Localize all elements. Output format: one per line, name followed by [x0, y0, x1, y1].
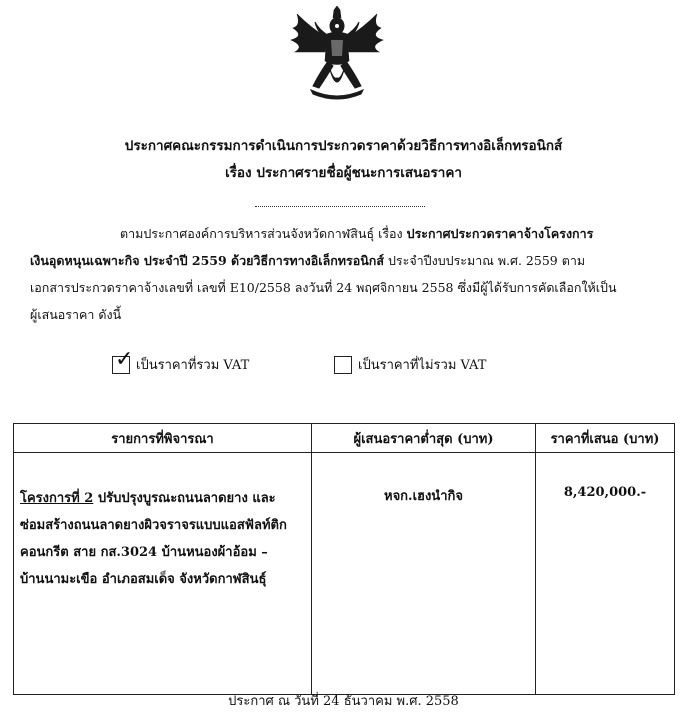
vat-included-label: เป็นราคาที่รวม VAT — [136, 358, 250, 373]
body-line-1-prefix: ตามประกาศองค์การบริหารส่วนจังหวัดกาฬสินธุ์ เรื่อง — [120, 226, 407, 241]
body-line-3: เอกสารประกวดราคาจ้างเลขที่ เลขที่ E10/2558 ลงวันที่ 24 พฤศจิกายน 2558 ซึ่งมีผู้ได้รับการคัดเลือกให้เป็น — [30, 280, 617, 295]
project-line-1-text: ปรับปรุงบูรณะถนนลาดยาง และ — [93, 491, 276, 506]
winner-table — [13, 423, 675, 695]
table-header-row — [14, 424, 675, 453]
price-cell: 8,420,000.- — [536, 453, 675, 695]
garuda-emblem-icon — [283, 6, 391, 106]
body-line-4: ผู้เสนอราคา ดังนี้ — [30, 307, 122, 322]
announcement-title-line1: ประกาศคณะกรรมการดำเนินการประกวดราคาด้วยวิธีการทางอิเล็กทรอนิกส์ — [124, 138, 563, 154]
dotted-divider — [255, 198, 425, 207]
project-line-2: ซ่อมสร้างถนนลาดยางผิวจราจรแบบแอสฟัลท์ติก — [20, 518, 287, 533]
project-line-1 — [20, 485, 307, 512]
vat-included-checkbox[interactable] — [112, 346, 134, 374]
body-line-2 — [30, 247, 665, 274]
announcement-title-line2: เรื่อง ประกาศรายชื่อผู้ชนะการเสนอราคา — [225, 165, 462, 181]
column-header-price: ราคาที่เสนอ (บาท) — [536, 424, 675, 453]
announcement-date: ประกาศ ณ วันที่ 24 ธันวาคม พ.ศ. 2558 — [228, 694, 459, 709]
checkmark-icon: ✓ — [115, 346, 134, 372]
column-header-item: รายการที่พิจารณา — [14, 424, 312, 453]
vat-included-option[interactable] — [112, 346, 250, 375]
column-header-bidder: ผู้เสนอราคาต่ำสุด (บาท) — [312, 424, 536, 453]
body-line-2-bold: เงินอุดหนุนเฉพาะกิจ ประจำปี 2559 ด้วยวิธีการทางอิเล็กทรอนิกส์ — [30, 253, 384, 268]
vat-excluded-label: เป็นราคาที่ไม่รวม VAT — [358, 358, 487, 373]
project-number-label: โครงการที่ 2 — [20, 491, 94, 506]
project-line-4: บ้านนามะเขือ อำเภอสมเด็จ จังหวัดกาฬสินธุ์ — [20, 572, 267, 587]
body-line-2-suffix: ประจำปีงบประมาณ พ.ศ. 2559 ตาม — [384, 253, 586, 268]
vat-excluded-option[interactable] — [334, 354, 486, 375]
project-description-cell — [14, 453, 312, 695]
body-line-1 — [30, 220, 665, 247]
vat-excluded-checkbox[interactable] — [334, 356, 352, 374]
project-line-3: คอนกรีต สาย กส.3024 บ้านหนองผ้าอ้อม – — [20, 545, 268, 560]
body-line-1-bold: ประกาศประกวดราคาจ้างโครงการ — [406, 226, 594, 241]
bidder-cell: หจก.เฮงนำกิจ — [312, 453, 536, 695]
table-row — [14, 453, 675, 695]
